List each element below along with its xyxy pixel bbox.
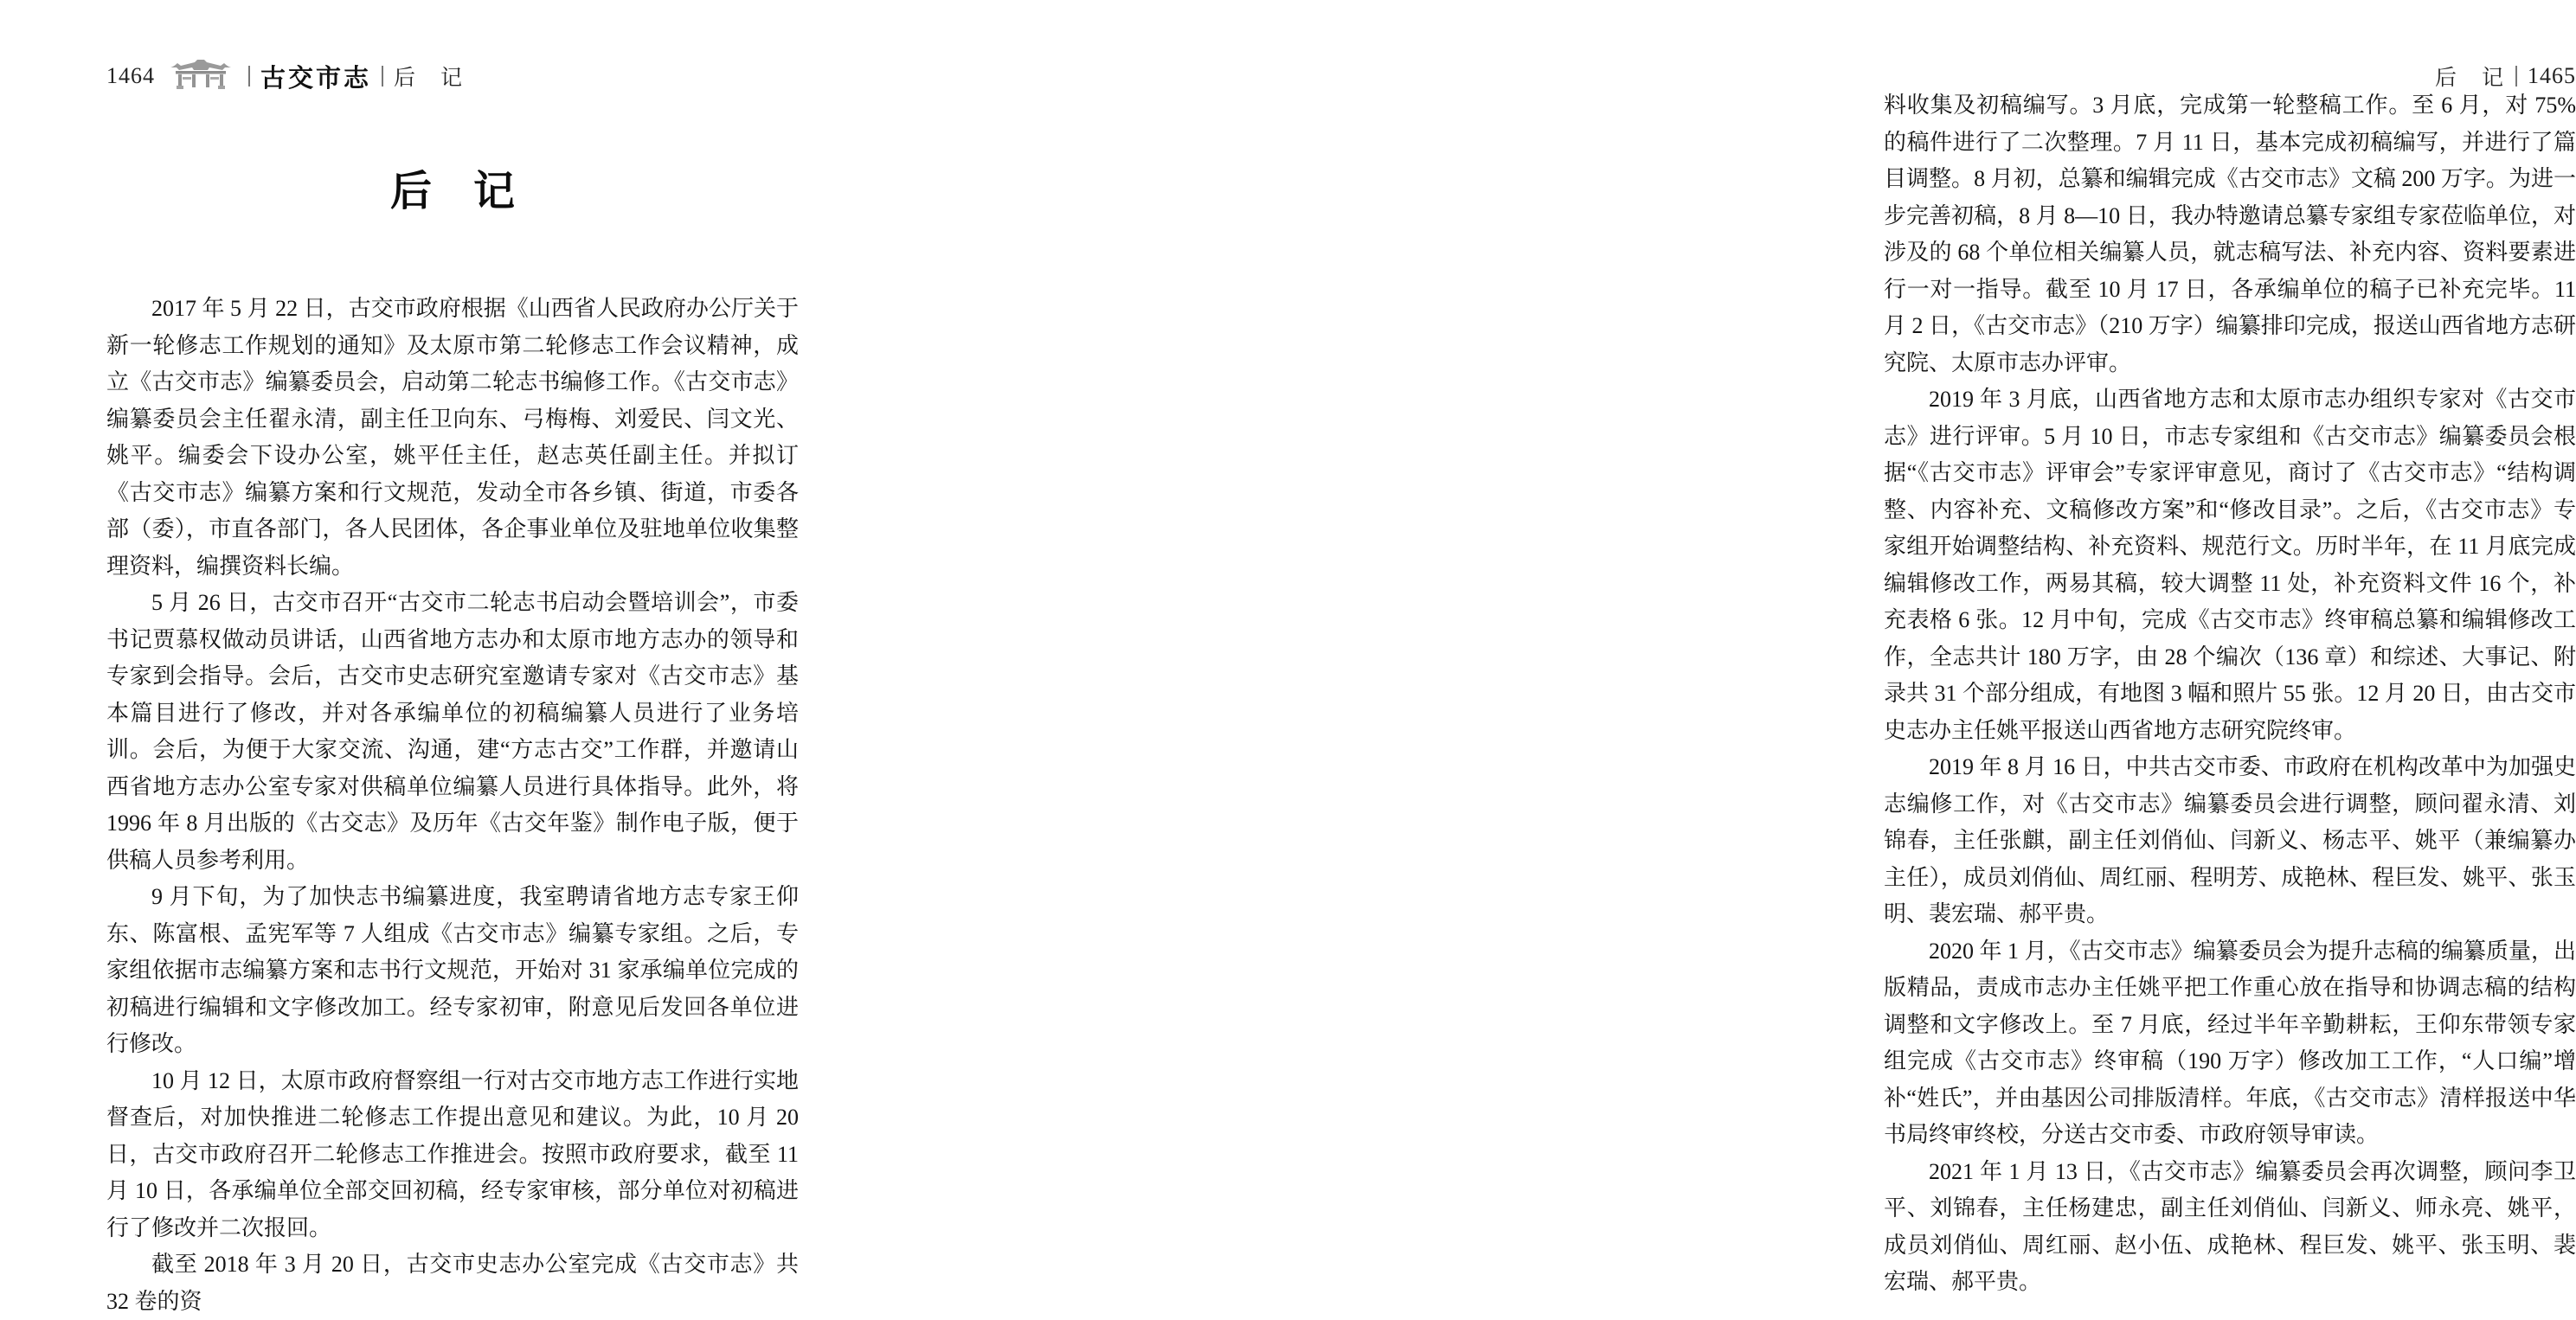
paragraph: 10 月 12 日，太原市政府督察组一行对古交市地方志工作进行实地督查后，对加快推进二轮修志工作提出意见和建议。为此，10 月 20 日，古交市政府召开二轮修志工作推进会。按照市政府要求，截至 11 月 10 日，各承编单位全部交回初稿，经专家审核，部分单位对初稿进行了修改并二次报回。	[106, 1067, 799, 1240]
header-divider	[248, 66, 250, 87]
left-page-number: 1464	[106, 63, 155, 88]
paragraph: 2019 年 3 月底，山西省地方志和太原市志办组织专家对《古交市志》进行评审。5 月 10 日，市志专家组和《古交市志》编纂委员会根据“《古交市志》评审会”专家评审意见，商讨了《古交市志》“结构调整、内容补充、文稿修改方案”和“修改目录”。之后，《古交市志》专家组开始调整结构、补充资料、规范行文。历时半年，在 11 月底完成编辑修改工作，两易其稿，较大调整 11 处，补充资料文件 16 个，补充表格 6 张。12 月中旬，完成《古交市志》终审稿总纂和编辑修改工作，全志共计 180 万字，由 28 个编次（136 章）和综述、大事记、附录共 31 个部分组成，有地图 3 幅和照片 55 张。12 月 20 日，由古交市史志办主任姚平报送山西省地方志研究院终审。	[1884, 387, 2576, 743]
left-running-header	[106, 61, 464, 92]
left-page	[0, 0, 888, 1314]
paragraph-continuation: 料收集及初稿编写。3 月底，完成第一轮整稿工作。至 6 月，对 75% 的稿件进行了二次整理。7 月 11 日，基本完成初稿编写，并进行了篇目调整。8 月初，总纂和编辑完成《古交市志》文稿 200 万字。为进一步完善初稿，8 月 8—10 日，我办特邀请总纂专家组专家莅临单位，对涉及的 68 个单位相关编纂人员，就志稿写法、补充内容、资料要素进行一对一指导。截至 10 月 17 日，各承编单位的稿子已补充完毕。11 月 2 日，《古交市志》（210 万字）编纂排印完成，报送山西省地方志研究院、太原市志办评审。	[1884, 93, 2576, 375]
paragraph: 2020 年 1 月，《古交市志》编纂委员会为提升志稿的编纂质量，出版精品，责成市志办主任姚平把工作重心放在指导和协调志稿的结构调整和文字修改上。至 7 月底，经过半年辛勤耕耘，王仰东带领专家组完成《古交市志》终审稿（190 万字）修改加工工作，“人口编”增补“姓氏”，并由基因公司排版清样。年底，《古交市志》清样报送中华书局终审终校，分送古交市委、市政府领导审读。	[1884, 938, 2576, 1147]
paragraph: 5 月 26 日，古交市召开“古交市二轮志书启动会暨培训会”，市委书记贾慕权做动员讲话，山西省地方志办和太原市地方志办的领导和专家到会指导。会后，古交市史志研究室邀请专家对《古交市志》基本篇目进行了修改，并对各承编单位的初稿编纂人员进行了业务培训。会后，为便于大家交流、沟通，建“方志古交”工作群，并邀请山西省地方志办公室专家对供稿单位编纂人员进行具体指导。此外，将 1996 年 8 月出版的《古交志》及历年《古交年鉴》制作电子版，便于供稿人员参考利用。	[106, 590, 799, 873]
book-title: 古交市志	[260, 64, 372, 93]
header-divider	[382, 66, 383, 87]
paragraph: 2019 年 8 月 16 日，中共古交市委、市政府在机构改革中为加强史志编修工作，对《古交市志》编纂委员会进行调整，顾问翟永清、刘锦春，主任张麒，副主任刘俏仙、闫新义、杨志平、姚平（兼编纂办主任），成员刘俏仙、周红丽、程明芳、成艳林、程巨发、姚平、张玉明、裴宏瑞、郝平贵。	[1884, 754, 2576, 926]
right-page-number: 1465	[2528, 63, 2576, 88]
left-body-text	[106, 291, 799, 1320]
right-page	[889, 0, 2576, 1294]
paragraph: 2017 年 5 月 22 日，古交市政府根据《山西省人民政府办公厅关于新一轮修志工作规划的通知》及太原市第二轮修志工作会议精神，成立《古交市志》编纂委员会，启动第二轮志书编修工作。《古交市志》编纂委员会主任翟永清，副主任卫向东、弓梅梅、刘爱民、闫文光、姚平。编委会下设办公室，姚平任主任，赵志英任副主任。并拟订《古交市志》编纂方案和行文规范，发动全市各乡镇、街道，市委各部（委），市直各部门，各人民团体，各企事业单位及驻地单位收集整理资料，编撰资料长编。	[106, 296, 799, 579]
left-header-section: 后 记	[394, 67, 465, 90]
right-header-section: 后 记	[2434, 67, 2505, 90]
chapter-title: 后 记	[389, 169, 515, 215]
header-divider	[2515, 66, 2517, 87]
paragraph: 截至 2018 年 3 月 20 日，古交市史志办公室完成《古交市志》共 32 卷的资	[106, 1252, 799, 1314]
right-body-text	[1884, 87, 2576, 1301]
paragraph: 9 月下旬，为了加快志书编纂进度，我室聘请省地方志专家王仰东、陈富根、孟宪军等 7 人组成《古交市志》编纂专家组。之后，专家组依据市志编纂方案和志书行文规范，开始对 31 家承编单位完成的初稿进行编辑和文字修改加工。经专家初审，附意见后发回各单位进行修改。	[106, 884, 799, 1056]
paragraph: 2021 年 1 月 13 日，《古交市志》编纂委员会再次调整，顾问李卫平、刘锦春，主任杨建忠，副主任刘俏仙、闫新义、师永亮、姚平，成员刘俏仙、周红丽、赵小伍、成艳林、程巨发、姚平、张玉明、裴宏瑞、郝平贵。	[1884, 1158, 2576, 1294]
gate-arch-icon	[169, 58, 233, 95]
